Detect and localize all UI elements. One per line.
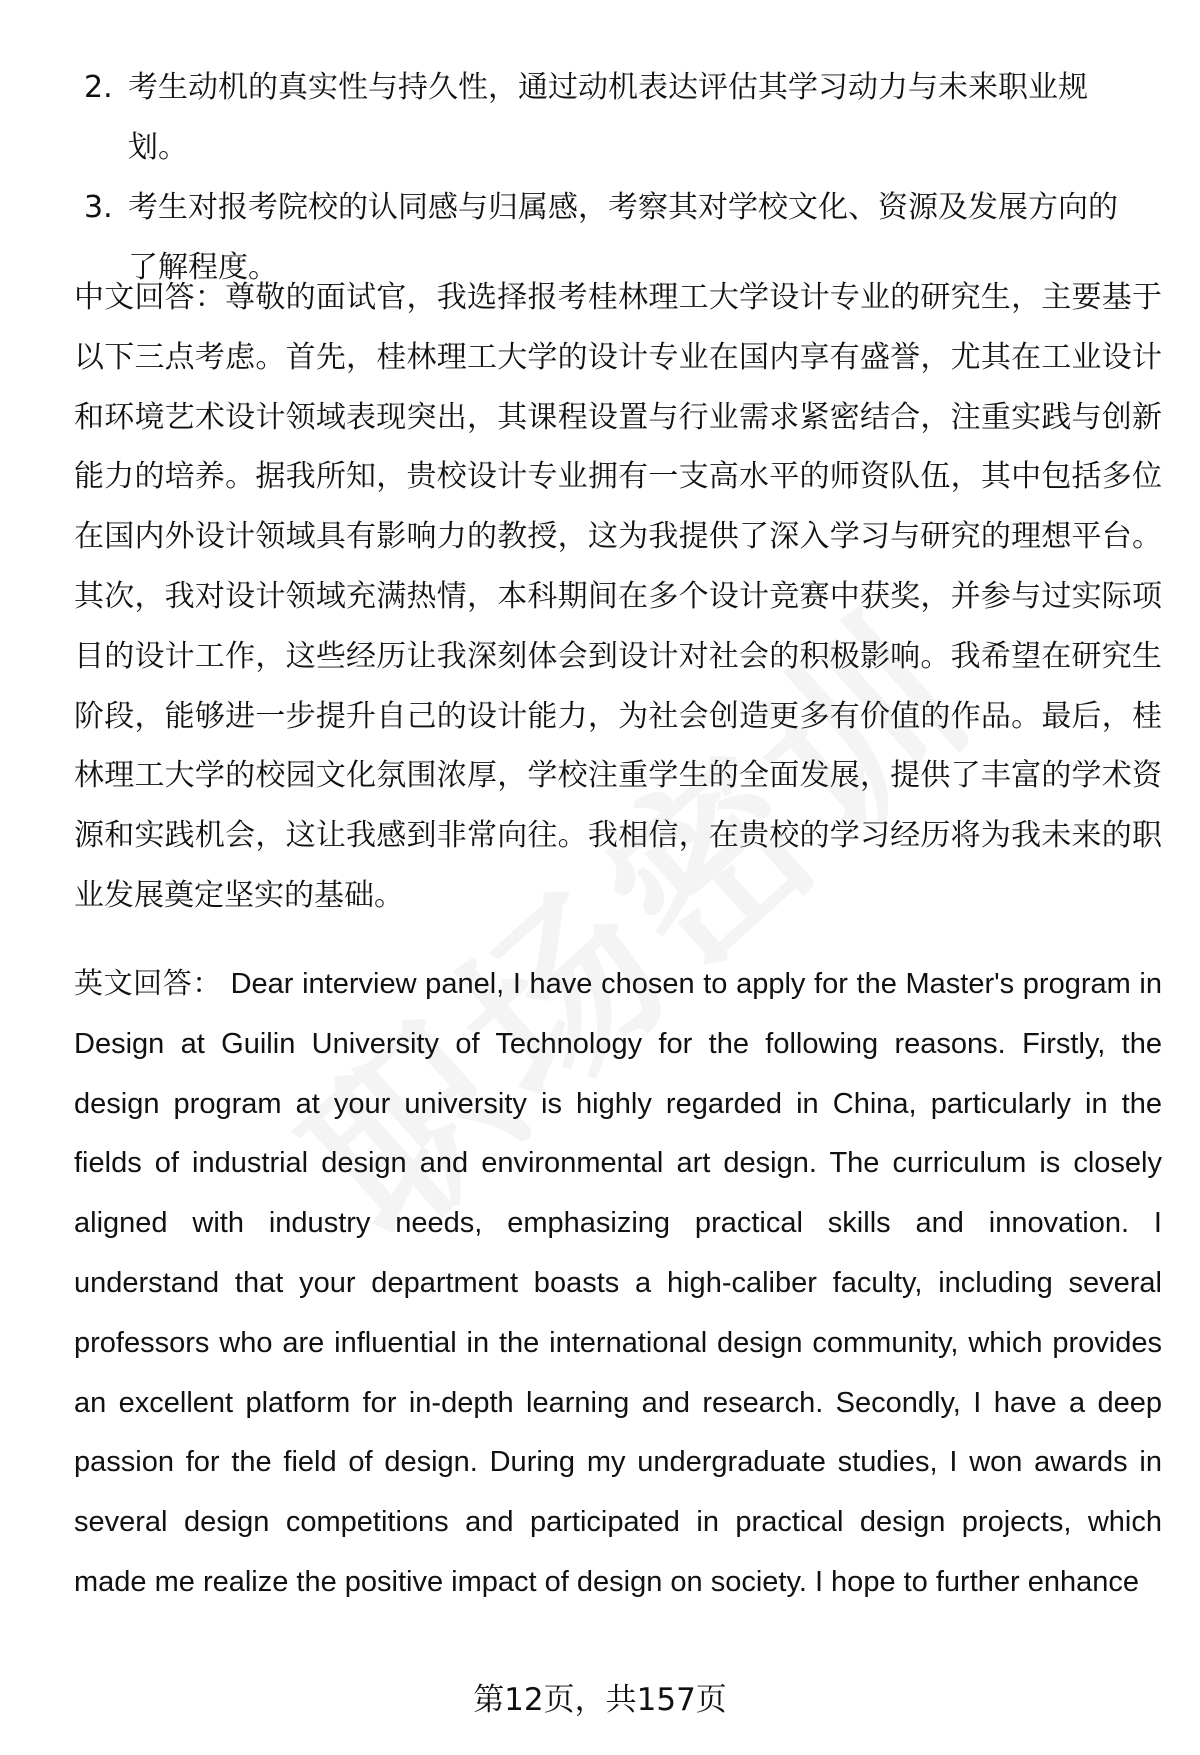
english-answer-paragraph [74,955,1162,1613]
list-item-text: 考生动机的真实性与持久性，通过动机表达评估其学习动力与未来职业规划。 [128,70,1088,165]
chinese-answer-paragraph [74,268,1162,926]
list-item-number: 3. [84,190,113,225]
chinese-answer-label: 中文回答： [74,280,226,315]
page-number: 第12页，共157页 [473,1682,727,1718]
chinese-answer-text: 尊敬的面试官，我选择报考桂林理工大学设计专业的研究生，主要基于以下三点考虑。首先，桂林理工大学的设计专业在国内享有盛誉，尤其在工业设计和环境艺术设计领域表现突出，其课程设置与行业需求紧密结合，注重实践与创新能力的培养。据我所知，贵校设计专业拥有一支高水平的师资队伍，其中包括多位在国内外设计领域具有影响力的教授，这为我提供了深入学习与研究的理想平台。其次，我对设计领域充满热情，本科期间在多个设计竞赛中获奖，并参与过实际项目的设计工作，这些经历让我深刻体会到设计对社会的积极影响。我希望在研究生阶段，能够进一步提升自己的设计能力，为社会创造更多有价值的作品。最后，桂林理工大学的校园文化氛围浓厚，学校注重学生的全面发展，提供了丰富的学术资源和实践机会，这让我感到非常向往。我相信，在贵校的学习经历将为我未来的职业发展奠定坚实的基础。 [74,280,1163,913]
english-answer-label: 英文回答： [74,968,222,1000]
list-item-number: 2. [84,70,113,105]
list-item [0,58,1200,178]
english-answer-text: Dear interview panel, I have chosen to apply for the Master's program in Design at Guilin University of Technology for the following reasons. Firstly, the design program at your university is highly regarded in China, particularly in the fields of industrial design and environmental art design. The curriculum is closely aligned with industry needs, emphasizing practical skills and innovation. I understand that your department boasts a high-caliber faculty, including several professors who are influential in the international design community, which provides an excellent platform for in-depth learning and research. Secondly, I have a deep passion for the field of design. During my undergraduate studies, I won awards in several design competitions and participated in practical design projects, which made me realize the positive impact of design on society. I hope to further enhance [74,968,1162,1598]
criteria-list [0,58,1200,298]
list-item-text: 考生对报考院校的认同感与归属感，考察其对学校文化、资源及发展方向的了解程度。 [128,190,1118,285]
